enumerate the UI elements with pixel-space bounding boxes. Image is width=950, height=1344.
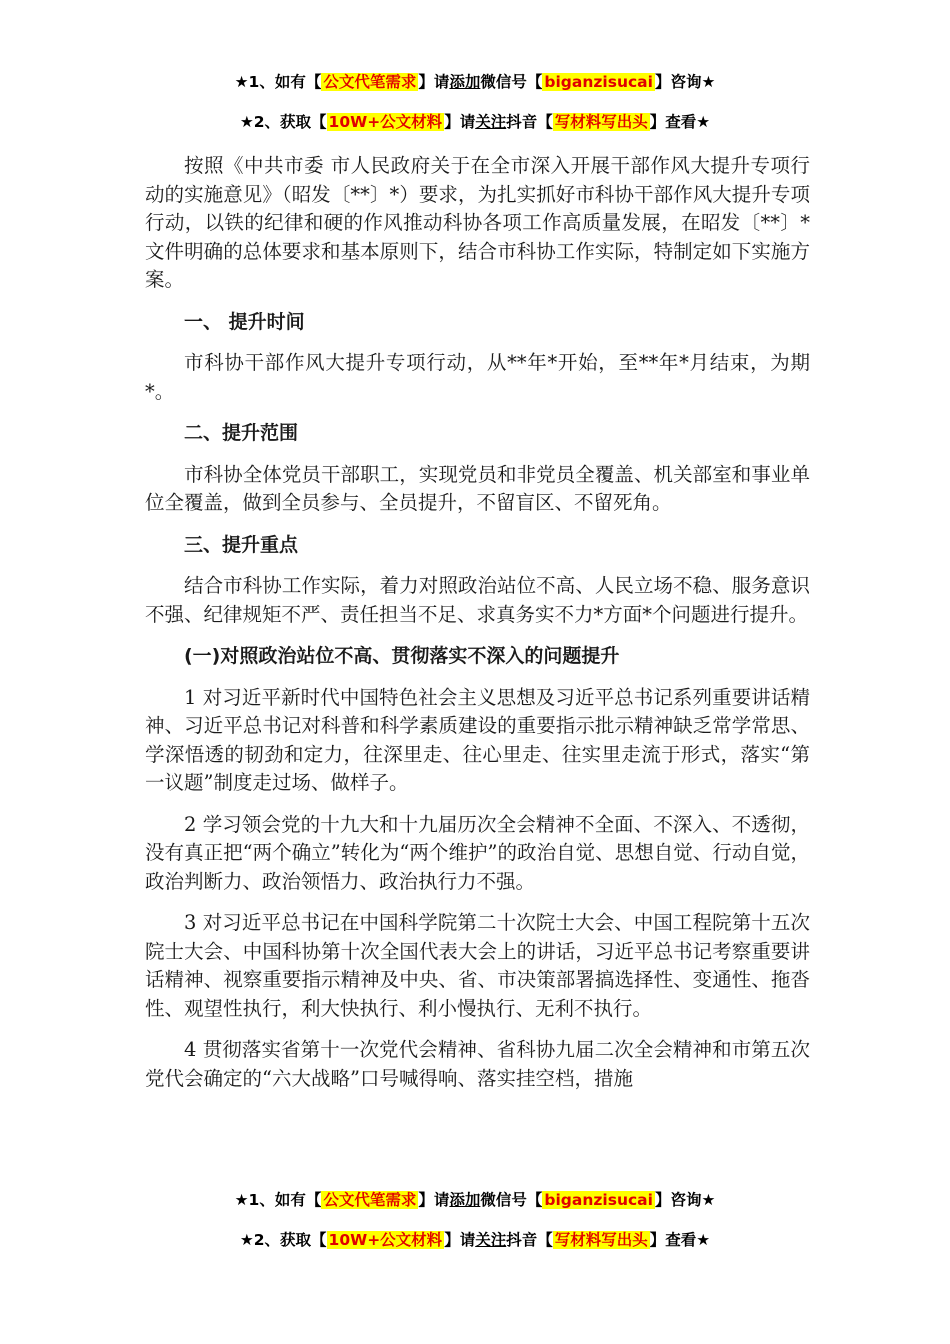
banner-text: 微信号【: [480, 1191, 543, 1209]
section-heading-scope: 二、提升范围: [184, 422, 299, 444]
section-heading-time: 一、 提升时间: [184, 310, 305, 333]
banner-text: 抖音【: [506, 1231, 553, 1249]
highlight-douyin: 写材料写出头: [554, 1231, 648, 1249]
document-body: [145, 152, 810, 1106]
intro-paragraph: 按照《中共市委 市人民政府关于在全市深入开展干部作风大提升专项行动的实施意见》（昭发〔**〕*）要求，为扎实抓好市科协干部作风大提升专项行动，以铁的纪律和硬的作风推动科协各项工作高质量发展，在昭发〔**〕*文件明确的总体要求和基本原则下，结合市科协工作实际，特制定如下实施方案。: [145, 154, 810, 291]
banner-text: 微信号【: [480, 73, 543, 91]
banner-text: ★2、获取【: [239, 1231, 327, 1249]
highlight-wechat-id: biganzisucai: [544, 73, 653, 91]
banner-underlined-text: 关注: [475, 1231, 507, 1249]
banner-text: 抖音【: [506, 113, 553, 131]
highlight-ghostwriting: 公文代笔需求: [323, 73, 417, 91]
banner-text: 】查看★: [649, 113, 711, 131]
banner-underlined-text: 添加: [449, 1191, 481, 1209]
section-heading-focus: 三、提升重点: [184, 533, 299, 556]
highlight-douyin: 写材料写出头: [554, 113, 648, 131]
banner-underlined-text: 添加: [449, 73, 481, 91]
highlight-materials: 10W+公文材料: [328, 1231, 443, 1249]
banner-bottom-line-2: [0, 1230, 950, 1250]
scope-paragraph: 市科协全体党员干部职工，实现党员和非党员全覆盖、机关部室和事业单位全覆盖，做到全员参与、全员提升，不留盲区、不留死角。: [145, 462, 810, 514]
banner-text: ★1、如有【: [234, 1191, 322, 1209]
banner-text: 】请: [418, 1191, 450, 1209]
banner-text: 】查看★: [649, 1231, 711, 1249]
banner-underlined-text: 关注: [475, 113, 507, 131]
banner-text: ★1、如有【: [234, 73, 322, 91]
highlight-wechat-id: biganzisucai: [544, 1191, 653, 1209]
banner-text: ★2、获取【: [239, 113, 327, 131]
highlight-ghostwriting: 公文代笔需求: [323, 1191, 417, 1209]
banner-bottom-line-1: [0, 1190, 950, 1210]
item-1: 1 对习近平新时代中国特色社会主义思想及习近平总书记系列重要讲话精神、习近平总书记对科普和科学素质建设的重要指示批示精神缺乏常学常思、学深悟透的韧劲和定力，往深里走、往心里走、往实里走流于形式，落实“第一议题”制度走过场、做样子。: [145, 685, 810, 794]
item-3: 3 对习近平总书记在中国科学院第二十次院士大会、中国工程院第十五次院士大会、中国科协第十次全国代表大会上的讲话，习近平总书记考察重要讲话精神、视察重要指示精神及中央、省、市决策部署搞选择性、变通性、拖沓性、观望性执行，利大快执行、利小慢执行、无利不执行。: [145, 911, 810, 1020]
time-paragraph: 市科协干部作风大提升专项行动，从**年*开始，至**年*月结束，为期*。: [145, 351, 810, 403]
banner-text: 】咨询★: [654, 1191, 716, 1209]
banner-top-line-1: [0, 72, 950, 92]
item-4: 4 贯彻落实省第十一次党代会精神、省科协九届二次全会精神和市第五次党代会确定的“六大战略”口号喊得响、落实挂空档，措施: [145, 1038, 810, 1090]
banner-text: 】请: [444, 113, 476, 131]
subsection-heading-1: (一)对照政治站位不高、贯彻落实不深入的问题提升: [184, 645, 620, 667]
focus-paragraph: 结合市科协工作实际，着力对照政治站位不高、人民立场不稳、服务意识不强、纪律规矩不严、责任担当不足、求真务实不力*方面*个问题进行提升。: [145, 574, 810, 626]
banner-text: 】咨询★: [654, 73, 716, 91]
banner-text: 】请: [418, 73, 450, 91]
highlight-materials: 10W+公文材料: [328, 113, 443, 131]
banner-text: 】请: [444, 1231, 476, 1249]
banner-top-line-2: [0, 112, 950, 132]
item-2: 2 学习领会党的十九大和十九届历次全会精神不全面、不深入、不透彻，没有真正把“两个确立”转化为“两个维护”的政治自觉、思想自觉、行动自觉，政治判断力、政治领悟力、政治执行力不强。: [145, 812, 810, 893]
